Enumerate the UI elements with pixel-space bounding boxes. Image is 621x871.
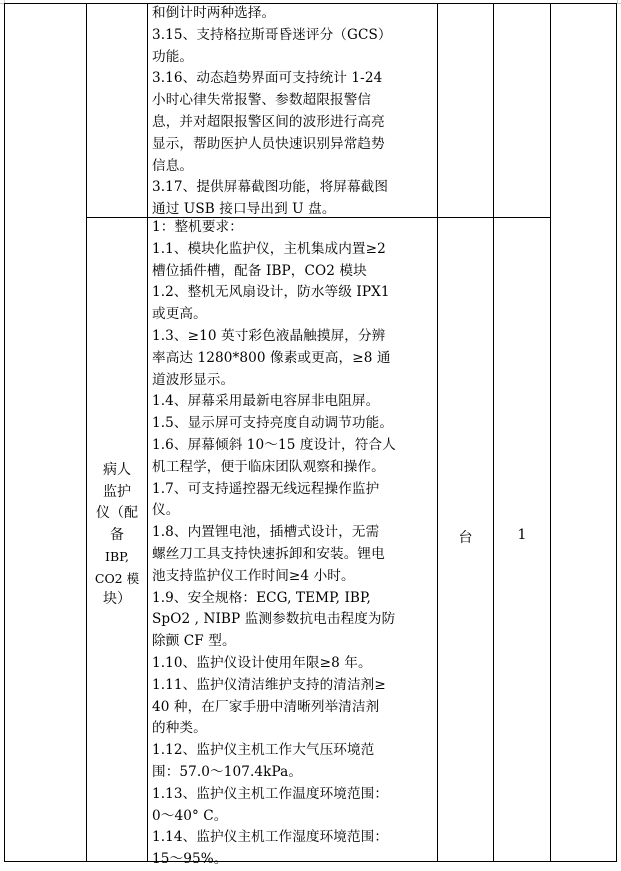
spec-line: 1.10、监护仪设计使用年限≥8 年。 (152, 654, 372, 671)
item-name-cell (87, 460, 147, 611)
quantity-cell: 1 (517, 527, 527, 543)
crop-mark-top-right (617, 0, 621, 4)
item-name-line: IBP, (105, 549, 129, 564)
col-border-3 (437, 3, 438, 862)
spec-line: 1：整机要求： (152, 219, 243, 235)
spec-cell-continued (152, 3, 392, 221)
spec-line: 道波形显示。 (152, 371, 235, 388)
item-name-line: 监护 (103, 483, 131, 500)
item-name-line: 病人 (103, 462, 131, 478)
spec-line: 1.14、监护仪主机工作湿度环境范围： (152, 829, 389, 846)
item-name-line: CO2 模 (94, 570, 140, 586)
item-name-line: 备 (110, 526, 124, 543)
spec-line: 3.16、动态趋势界面可支持统计 1-24 (152, 70, 383, 87)
col-border-5 (550, 3, 551, 862)
spec-line: 槽位插件槽，配备 IBP，CO2 模块 (152, 262, 367, 279)
spec-line: 1.6、屏幕倾斜 10～15 度设计，符合人 (152, 436, 396, 453)
col-border-4 (493, 3, 494, 862)
col-border-6 (616, 3, 617, 862)
spec-line: 息，并对超限报警区间的波形进行高亮 (152, 113, 385, 130)
spec-line: 1.12、监护仪主机工作大气压环境范 (152, 742, 375, 759)
spec-line: 仪。 (152, 502, 180, 519)
spec-line: 小时心律失常报警、参数超限报警信 (152, 92, 372, 109)
spec-line: 3.17、提供屏幕截图功能，将屏幕截图 (152, 179, 389, 196)
spec-line: 围：57.0～107.4kPa。 (152, 763, 303, 780)
spec-line: 螺丝刀工具支持快速拆卸和安装。锂电 (152, 545, 385, 562)
spec-line: 1.8、内置锂电池，插槽式设计，无需 (152, 524, 380, 541)
spec-line: 或更高。 (152, 306, 207, 323)
spec-line: 1.13、监护仪主机工作温度环境范围： (152, 785, 389, 802)
col-border-1 (86, 3, 87, 862)
spec-line: 的种类。 (152, 720, 207, 737)
spec-line: 通过 USB 接口导出到 U 盘。 (152, 201, 336, 218)
item-name-line: 块） (103, 591, 131, 607)
col-border-0 (4, 3, 5, 862)
spec-line: 和倒计时两种选择。 (152, 5, 276, 21)
spec-line: 率高达 1280*800 像素或更高，≥8 通 (152, 349, 391, 366)
unit-cell: 台 (458, 530, 473, 546)
spec-line: 机工程学，便于临床团队观察和操作。 (152, 458, 385, 475)
spec-line: 1.9、安全规格：ECG, TEMP, IBP, (152, 589, 371, 606)
spec-line: 1.3、≥10 英寸彩色液晶触摸屏，分辨 (152, 327, 386, 344)
spec-line: 15～95%。 (152, 851, 228, 868)
item-name-line: 仪（配 (96, 505, 138, 521)
spec-line: 1.2、整机无风扇设计，防水等级 IPX1 (152, 284, 390, 301)
spec-cell-monitor (152, 217, 396, 871)
spec-line: 1.4、屏幕采用最新电容屏非电阻屏。 (152, 393, 380, 410)
spec-line: 1.11、监护仪清洁维护支持的清洁剂≥ (152, 676, 386, 693)
spec-line: 除颤 CF 型。 (152, 633, 236, 650)
spec-line: 1.5、显示屏可支持亮度自动调节功能。 (152, 415, 394, 432)
spec-line: 3.15、支持格拉斯哥昏迷评分（GCS） (152, 26, 392, 43)
spec-line: SpO2 , NIBP 监测参数抗电击程度为防 (152, 611, 396, 628)
spec-line: 1.7、可支持遥控器无线远程操作监护 (152, 480, 380, 497)
spec-line: 显示，帮助医护人员快速识别异常趋势 (152, 135, 385, 152)
spec-line: 功能。 (152, 48, 194, 65)
spec-line: 40 种，在厂家手册中清晰列举清洁剂 (152, 698, 380, 715)
spec-line: 信息。 (152, 157, 194, 174)
spec-line: 1.1、模块化监护仪，主机集成内置≥2 (152, 240, 386, 257)
spec-line: 池支持监护仪工作时间≥4 小时。 (152, 567, 355, 584)
spec-line: 0～40° C。 (152, 807, 228, 824)
col-border-2 (147, 3, 148, 862)
